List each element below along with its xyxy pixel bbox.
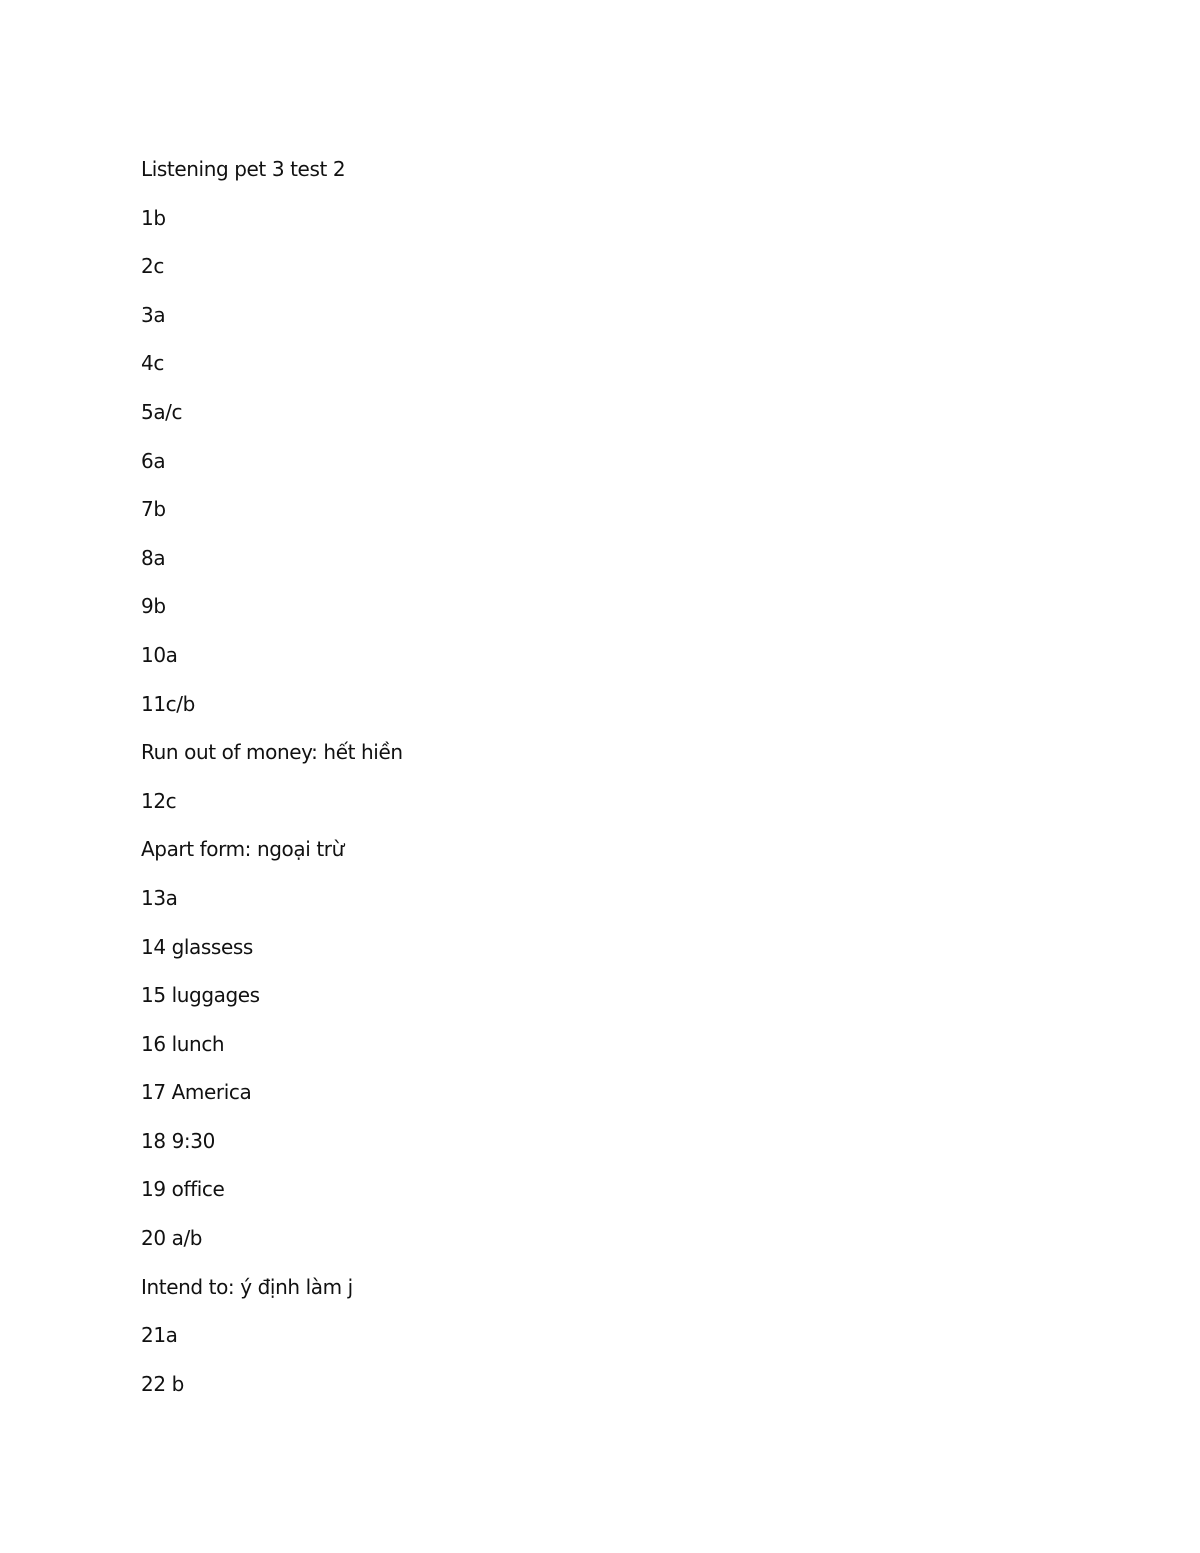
vocabulary-note: Apart form: ngoại trừ — [141, 837, 344, 862]
answer-line: 3a — [141, 302, 166, 327]
answer-line: 14 glassess — [141, 934, 253, 959]
answer-line: 7b — [141, 497, 166, 522]
answer-line: 17 America — [141, 1080, 252, 1105]
answer-line: 16 lunch — [141, 1031, 225, 1056]
vocabulary-note: Run out of money: hết hiền — [141, 740, 403, 765]
answer-line: 8a — [141, 545, 166, 570]
vocabulary-note: Intend to: ý định làm j — [141, 1274, 353, 1299]
answer-line: 4c — [141, 351, 164, 376]
document-body — [141, 152, 403, 1415]
answer-line: 21a — [141, 1323, 178, 1348]
answer-line: 12c — [141, 788, 177, 813]
answer-line: 18 9:30 — [141, 1128, 215, 1153]
answer-line: 19 office — [141, 1177, 225, 1202]
answer-line: 22 b — [141, 1371, 184, 1396]
answer-line: 20 a/b — [141, 1226, 203, 1251]
answer-line: 9b — [141, 594, 166, 619]
answer-line: 11c/b — [141, 691, 195, 716]
answer-line: 6a — [141, 448, 166, 473]
answer-line: 10a — [141, 642, 178, 667]
document-title: Listening pet 3 test 2 — [141, 157, 346, 181]
answer-line: 2c — [141, 254, 164, 279]
answer-line: 13a — [141, 885, 178, 910]
answer-line: 1b — [141, 205, 166, 230]
answer-line: 15 luggages — [141, 983, 260, 1008]
answer-line: 5a/c — [141, 399, 183, 424]
